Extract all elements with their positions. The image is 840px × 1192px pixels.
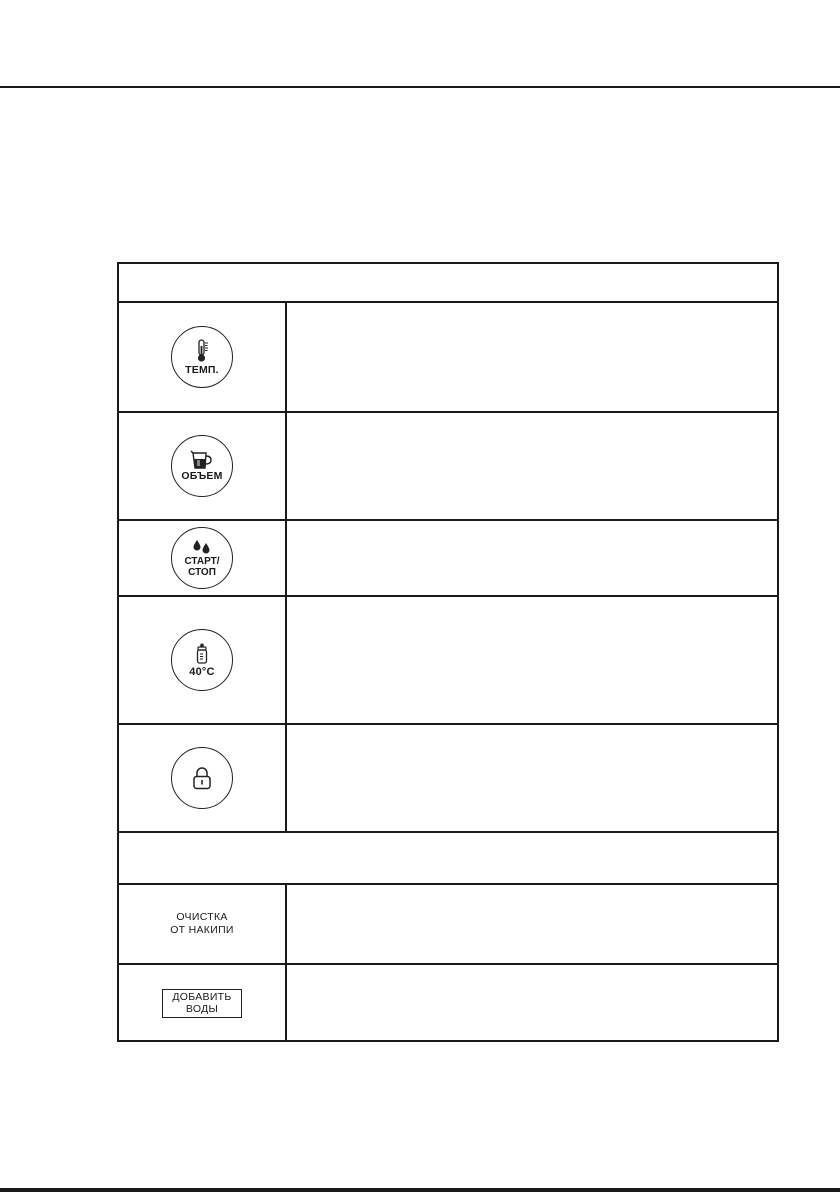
child-lock-button[interactable] bbox=[171, 747, 233, 809]
descaling-label-line2: ОТ НАКИПИ bbox=[170, 924, 234, 936]
padlock-icon bbox=[192, 766, 212, 790]
table-row bbox=[119, 521, 777, 595]
table-row bbox=[119, 725, 777, 831]
add-water-indicator bbox=[162, 989, 241, 1018]
water-drops-icon bbox=[192, 539, 212, 555]
baby-formula-40c-button[interactable] bbox=[171, 629, 233, 691]
thermometer-icon bbox=[195, 339, 209, 363]
volume-button[interactable] bbox=[171, 435, 233, 497]
baby-formula-40c-description bbox=[287, 597, 777, 723]
header-rule bbox=[0, 86, 840, 88]
start-stop-description bbox=[287, 521, 777, 595]
volume-button-label: ОБЪЕМ bbox=[181, 470, 223, 482]
table-row bbox=[119, 965, 777, 1042]
footer-rule bbox=[0, 1188, 840, 1192]
child-lock-description bbox=[287, 725, 777, 831]
table-row bbox=[119, 413, 777, 519]
baby-formula-40c-label: 40°C bbox=[189, 665, 215, 678]
start-stop-label-line2: СТОП bbox=[188, 566, 216, 578]
table-row bbox=[119, 885, 777, 963]
table-row bbox=[119, 303, 777, 411]
add-water-description bbox=[287, 965, 777, 1042]
descaling-description bbox=[287, 885, 777, 963]
start-stop-label-line1: СТАРТ/ bbox=[184, 555, 220, 567]
section-heading-indicators bbox=[119, 833, 777, 883]
descaling-label-line1: ОЧИСТКА bbox=[176, 911, 228, 923]
baby-bottle-icon bbox=[195, 643, 209, 665]
start-stop-button[interactable] bbox=[171, 527, 233, 589]
temperature-button-label: ТЕМП. bbox=[185, 363, 219, 376]
temperature-description bbox=[287, 303, 777, 411]
add-water-label-line2: ВОДЫ bbox=[185, 1003, 219, 1015]
table-row bbox=[119, 597, 777, 723]
temperature-button[interactable] bbox=[171, 326, 233, 388]
volume-description bbox=[287, 413, 777, 519]
section-heading-buttons bbox=[119, 264, 777, 302]
descaling-indicator bbox=[170, 911, 234, 937]
measuring-jug-icon bbox=[190, 450, 214, 470]
controls-table bbox=[117, 262, 779, 1042]
add-water-label-line1: ДОБАВИТЬ bbox=[172, 991, 232, 1003]
